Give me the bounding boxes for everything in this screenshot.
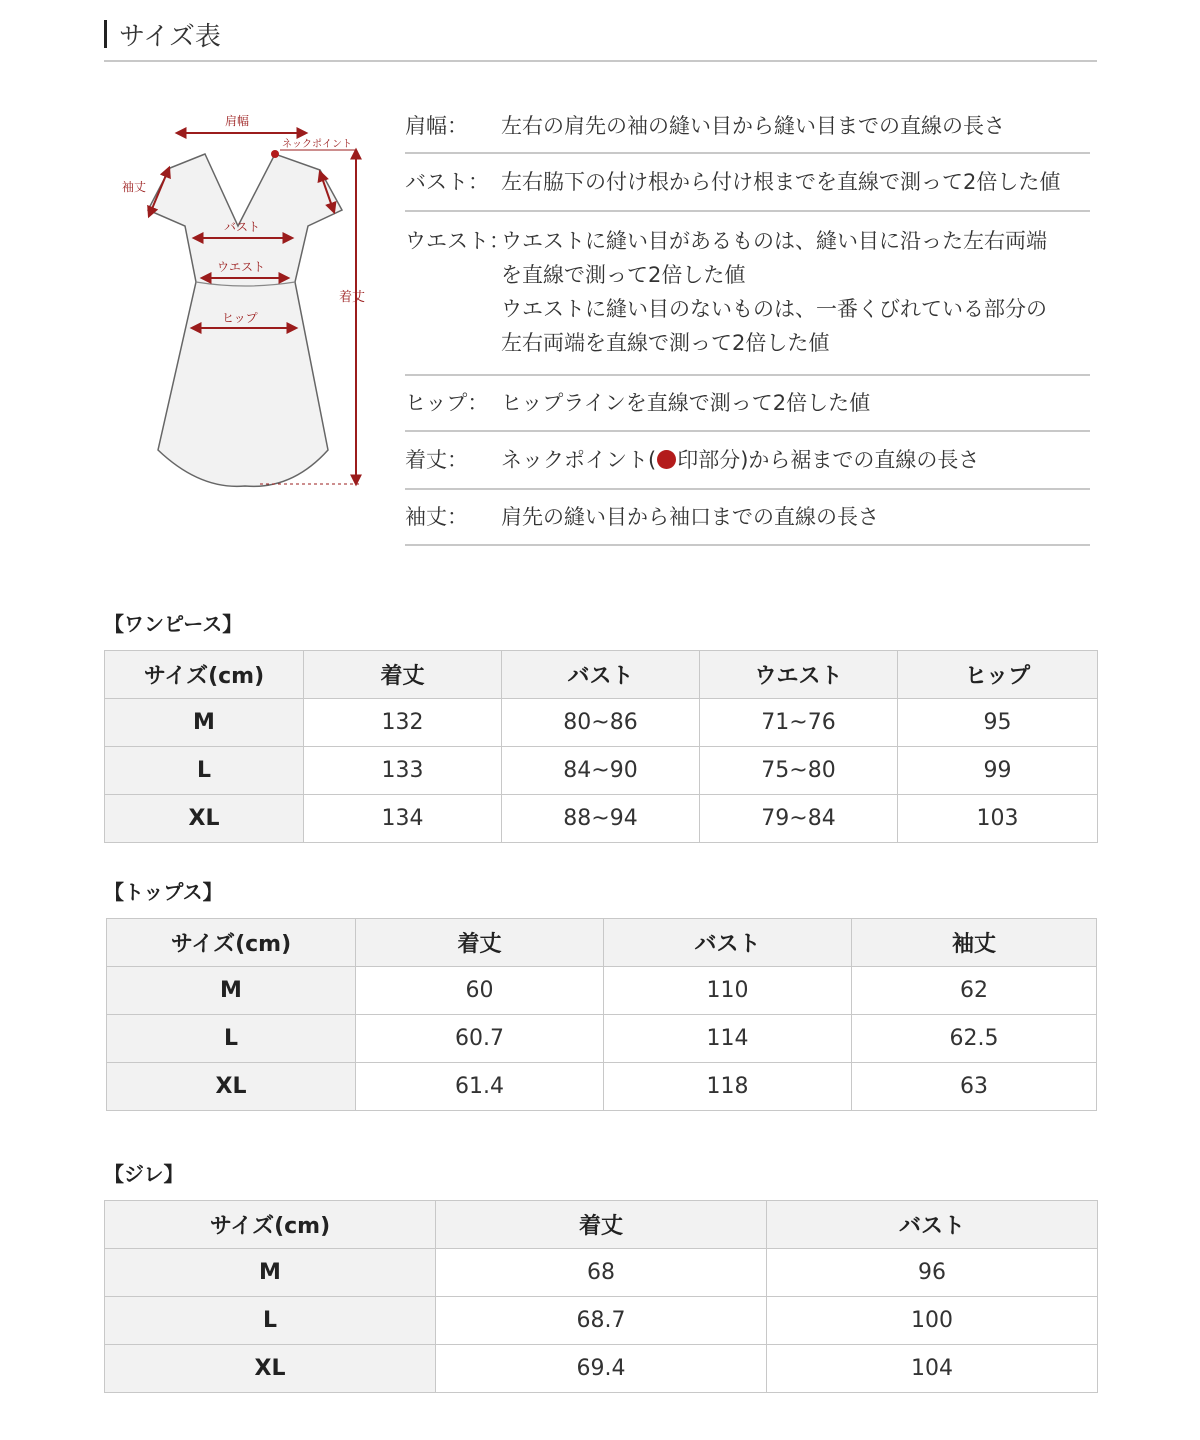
column-header: ヒップ [898,651,1098,699]
sleeve-label: 袖丈 [122,180,147,194]
title-divider [104,60,1097,62]
column-header: 着丈 [436,1201,767,1249]
definition-term: 肩幅： [405,114,468,138]
definition-row [405,100,1090,154]
table-cell: 61.4 [356,1063,604,1111]
neckpoint-marker [271,150,279,158]
size-label-cell: L [105,1297,436,1345]
table-cell: 96 [767,1249,1098,1297]
table-cell: 62.5 [852,1015,1097,1063]
table-cell: 71~76 [700,699,898,747]
size-label-cell: M [105,1249,436,1297]
bust-label: バスト [224,220,261,234]
tops-section-title: 【トップス】 [104,880,223,904]
table-row [105,1297,1098,1345]
definition-row [405,212,1090,376]
definition-text: 肩先の縫い目から袖口までの直線の長さ [501,505,879,529]
table-cell: 103 [898,795,1098,843]
table-row [107,967,1097,1015]
table-row [107,1063,1097,1111]
size-label-cell: XL [105,795,304,843]
garment-diagram [110,100,380,500]
length-label: 着丈 [339,290,366,305]
definition-text: 左右両端を直線で測って2倍した値 [501,331,830,355]
table-row [105,747,1098,795]
table-row [105,699,1098,747]
definition-row [405,154,1090,212]
table-cell: 60 [356,967,604,1015]
table-cell: 75~80 [700,747,898,795]
table-cell: 63 [852,1063,1097,1111]
table-cell: 132 [304,699,502,747]
table-row [107,1015,1097,1063]
definition-row [405,376,1090,432]
definition-term: 袖丈： [405,505,468,529]
onepiece-section-title: 【ワンピース】 [104,612,243,636]
table-cell: 99 [898,747,1098,795]
onepiece-size-table [104,650,1098,843]
table-cell: 134 [304,795,502,843]
column-header: サイズ(cm) [105,1201,436,1249]
table-cell: 110 [604,967,852,1015]
definition-text: を直線で測って2倍した値 [501,263,746,287]
table-row [105,795,1098,843]
definition-term: 着丈： [405,448,468,472]
definition-text: 左右の肩先の袖の縫い目から縫い目までの直線の長さ [501,114,1005,138]
title-accent-bar [104,20,107,48]
measurement-definitions [405,100,1090,546]
table-cell: 133 [304,747,502,795]
table-header-row [107,919,1097,967]
column-header: ウエスト [700,651,898,699]
definition-term: ヒップ： [405,391,489,415]
table-cell: 95 [898,699,1098,747]
size-label-cell: M [107,967,356,1015]
definition-text-block [501,443,1090,477]
definition-row [405,432,1090,490]
waist-label: ウエスト [217,260,266,274]
table-cell: 118 [604,1063,852,1111]
definition-text: 左右脇下の付け根から付け根までを直線で測って2倍した値 [501,170,1061,194]
dress-illustration-svg [110,100,380,500]
table-cell: 100 [767,1297,1098,1345]
table-row [105,1345,1098,1393]
table-cell: 80~86 [502,699,700,747]
page-title-text: サイズ表 [119,21,221,52]
table-cell: 60.7 [356,1015,604,1063]
definition-term: バスト： [405,170,489,194]
size-label-cell: L [107,1015,356,1063]
shoulder-label: 肩幅 [225,114,250,128]
column-header: サイズ(cm) [107,919,356,967]
table-cell: 114 [604,1015,852,1063]
column-header: 着丈 [356,919,604,967]
column-header: バスト [604,919,852,967]
neckpoint-dot-icon [657,450,676,469]
table-cell: 88~94 [502,795,700,843]
definition-text: ウエストに縫い目があるものは、縫い目に沿った左右両端 [501,229,1047,253]
table-cell: 68.7 [436,1297,767,1345]
neckpoint-label: ネックポイント [282,139,352,150]
column-header: バスト [502,651,700,699]
table-cell: 79~84 [700,795,898,843]
definition-text: 印部分)から裾までの直線の長さ [677,448,980,472]
definition-text: ウエストに縫い目のないものは、一番くびれている部分の [501,297,1047,321]
definition-text: ネックポイント( [501,448,657,472]
table-cell: 69.4 [436,1345,767,1393]
table-cell: 104 [767,1345,1098,1393]
size-label-cell: XL [107,1063,356,1111]
table-cell: 68 [436,1249,767,1297]
table-header-row [105,651,1098,699]
definition-text: ヒップラインを直線で測って2倍した値 [501,391,871,415]
size-label-cell: L [105,747,304,795]
size-label-cell: XL [105,1345,436,1393]
column-header: サイズ(cm) [105,651,304,699]
definition-text-block [501,224,1090,374]
table-cell: 62 [852,967,1097,1015]
column-header: 袖丈 [852,919,1097,967]
gilet-size-table [104,1200,1098,1393]
size-label-cell: M [105,699,304,747]
table-row [105,1249,1098,1297]
table-header-row [105,1201,1098,1249]
hip-label: ヒップ [222,311,258,325]
definition-term: ウエスト： [405,229,510,253]
column-header: バスト [767,1201,1098,1249]
gilet-section-title: 【ジレ】 [104,1162,184,1186]
table-cell: 84~90 [502,747,700,795]
column-header: 着丈 [304,651,502,699]
page-title [104,14,221,54]
tops-size-table [106,918,1097,1111]
definition-row [405,490,1090,546]
